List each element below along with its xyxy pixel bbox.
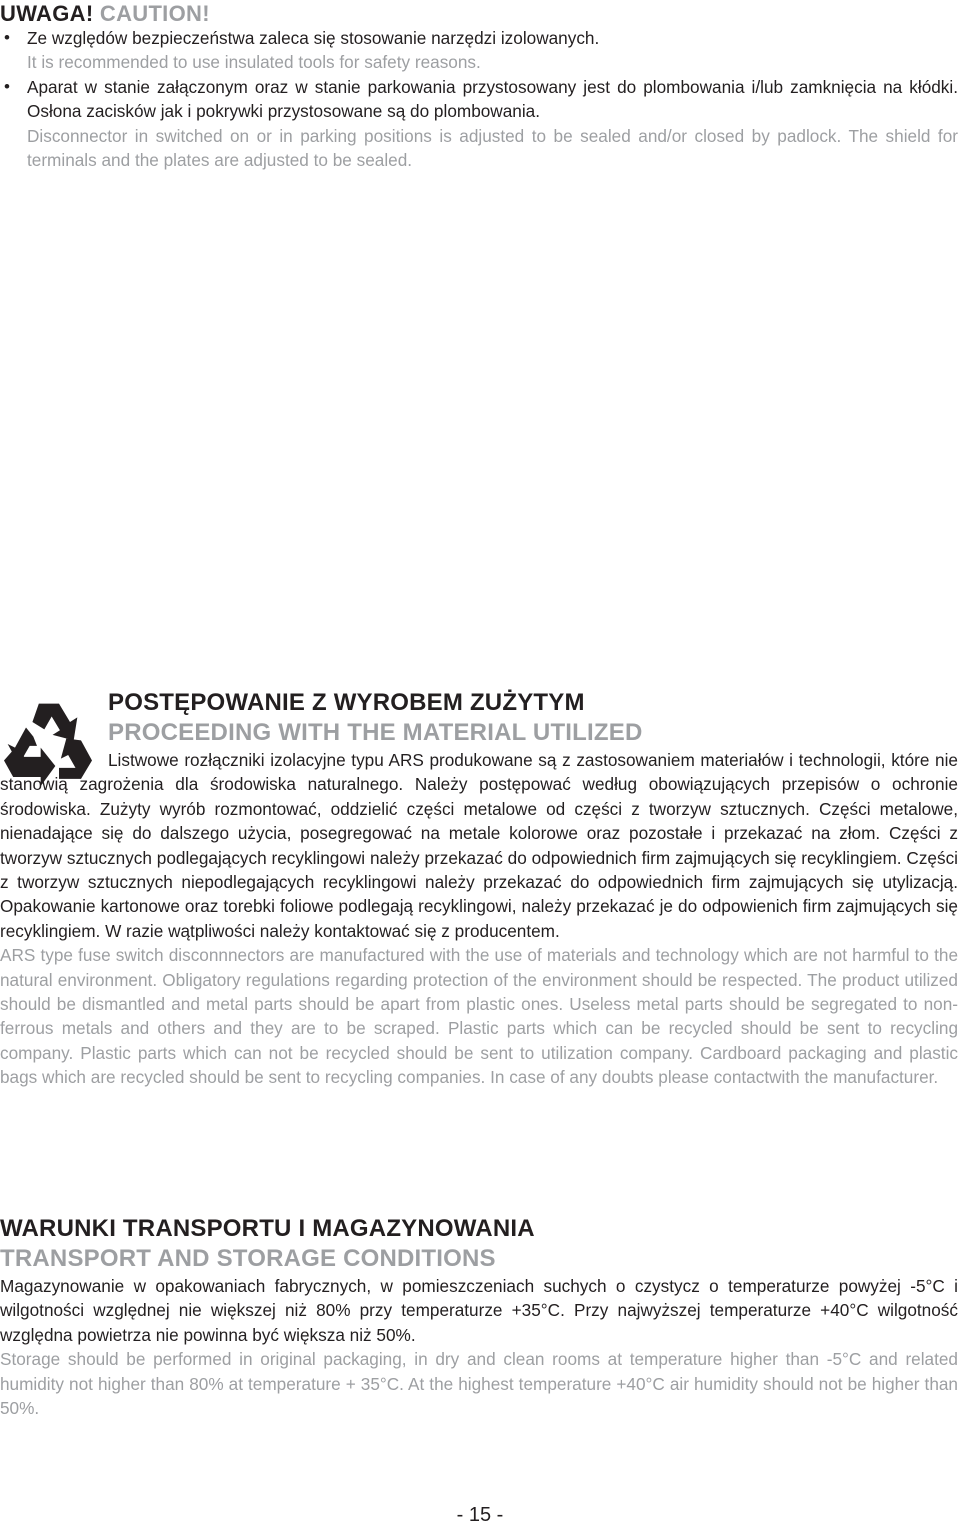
caution-list-item bbox=[0, 75, 958, 173]
caution-list bbox=[0, 26, 958, 172]
bullet-icon: • bbox=[4, 76, 10, 96]
caution-item-en: Disconnector in switched on or in parking positions is adjusted to be sealed and/or closed by padlock. The shield for terminals and the plates are adjusted to be sealed. bbox=[27, 125, 958, 171]
bullet-icon: • bbox=[4, 28, 10, 47]
storage-body-en: Storage should be performed in original packaging, in dry and clean rooms at temperature higher than -5°C and related humidity not higher than 80% at temperature + 35°C. At the highest temperature +40°C air humidity should not be higher than 50%. bbox=[0, 1349, 958, 1419]
storage-heading-pl: WARUNKI TRANSPORTU I MAGAZYNOWANIA bbox=[0, 1215, 535, 1242]
disposal-heading-pl: POSTĘPOWANIE Z WYROBEM ZUŻYTYM bbox=[108, 689, 585, 716]
caution-item-pl: Aparat w stanie załączonym oraz w stanie parkowania przystosowany jest do plombowania i/lub zamknięcia na kłódki. Osłona zacisków jak i pokrywki przystosowane są do plombowania. bbox=[27, 76, 958, 122]
disposal-body-en: ARS type fuse switch disconnnectors are manufactured with the use of materials and technology which are not harmful to the natural environment. Obligatory regulations regarding protection of the environment should be respected. The product utilized should be dismantled and metal parts should be apart from plastic ones. Useless metal parts should be segregated to non- ferrous metals and others and they are to be scraped. Plastic parts which can be recycled should be sent to recycling company. Plastic parts which can not be recycled should be sent to utilization company. Cardboard packaging and plastic bags which are recycled should be sent to recycling companies. In case of any doubts please contactwith the manufacturer. bbox=[0, 945, 958, 1088]
storage-heading-en: TRANSPORT AND STORAGE CONDITIONS bbox=[0, 1245, 496, 1272]
caution-heading-en: CAUTION! bbox=[99, 1, 210, 26]
caution-heading bbox=[0, 0, 210, 28]
disposal-headings bbox=[108, 688, 958, 748]
disposal-body bbox=[0, 748, 958, 1090]
caution-heading-pl: UWAGA! bbox=[0, 1, 94, 26]
storage-section bbox=[0, 1214, 958, 1420]
disposal-body-pl: Listwowe rozłączniki izolacyjne typu ARS produkowane są z zastosowaniem materiałów i technologii, które nie stanowią zagrożenia dla środowiska naturalnego. Należy postępować według obowiązujących przepisów o ochronie środowiska. Zużyty wyrób rozmontować, oddzielić części metalowe od części z tworzyw sztucznych. Części metalowe, nienadające się do dalszego użycia, posegregować na metale kolorowe oraz pozostałe i przekazać na złom. Części z tworzyw sztucznych podlegających recyklingowi należy przekazać do odpowiednich firm zajmujących się recyklingiem. Części z tworzyw sztucznych niepodlegających recyklingowi należy przekazać do odpowiednich firm zajmujących się utylizacją. Opakowanie kartonowe oraz torebki foliowe podlegają recyklingowi, należy przekazać je do odpowienich firm zajmujących się recyklingiem. W razie wątpliwości należy kontaktować się z producentem. bbox=[0, 750, 958, 941]
page-number: - 15 - bbox=[456, 1504, 504, 1526]
caution-item-pl: Ze względów bezpieczeństwa zaleca się stosowanie narzędzi izolowanych. bbox=[27, 28, 600, 48]
caution-list-item bbox=[0, 26, 958, 75]
disposal-heading-en: PROCEEDING WITH THE MATERIAL UTILIZED bbox=[108, 719, 643, 746]
storage-body-pl: Magazynowanie w opakowaniach fabrycznych, w pomieszczeniach suchych o czystycz o temperaturze powyżej -5°C i wilgotności względnej nie większej niż 80% przy temperaturze +35°C. Przy najwyższej temperaturze +40°C wilgotność względna powietrza nie powinna być większa niż 50%. bbox=[0, 1276, 958, 1345]
caution-item-en: It is recommended to use insulated tools for safety reasons. bbox=[27, 52, 481, 73]
